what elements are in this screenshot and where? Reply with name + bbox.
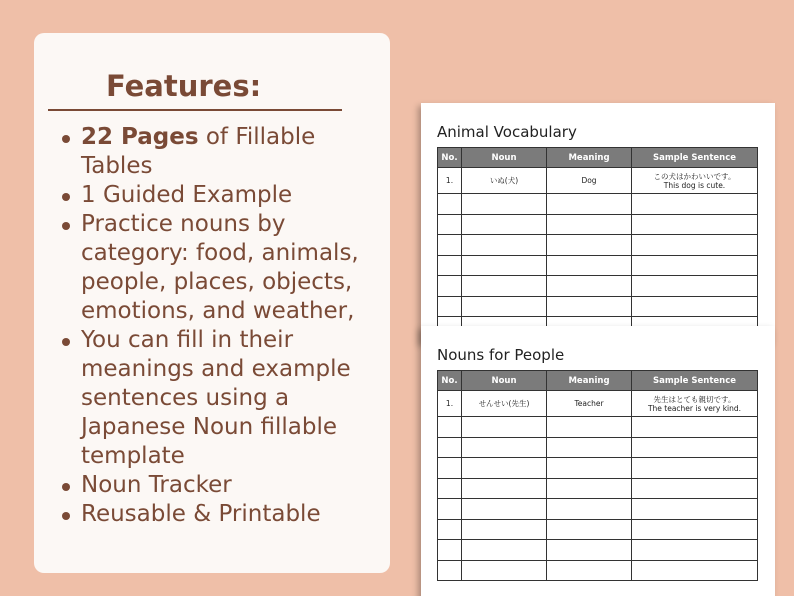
fillable-cell[interactable] <box>438 437 462 458</box>
fillable-cell[interactable] <box>632 276 758 297</box>
fillable-cell[interactable] <box>547 255 632 276</box>
fillable-cell[interactable] <box>462 437 547 458</box>
worksheet-animal-vocabulary <box>421 103 775 343</box>
empty-row <box>438 519 758 540</box>
cell-sentence <box>632 391 758 417</box>
fillable-cell[interactable] <box>547 296 632 317</box>
fillable-cell[interactable] <box>438 560 462 581</box>
sentence-en: This dog is cute. <box>663 180 726 190</box>
fillable-cell[interactable] <box>462 235 547 256</box>
feature-item <box>56 326 386 471</box>
header-sample-sentence: Sample Sentence <box>632 148 758 168</box>
table-row <box>438 168 758 194</box>
fillable-cell[interactable] <box>462 194 547 215</box>
feature-text: You can fill in their meanings and example sentences using a Japanese Noun fillable template <box>81 327 351 469</box>
fillable-cell[interactable] <box>547 437 632 458</box>
empty-row <box>438 417 758 438</box>
fillable-cell[interactable] <box>438 499 462 520</box>
fillable-cell[interactable] <box>547 458 632 479</box>
table-row <box>438 391 758 417</box>
vocab-table <box>437 370 758 581</box>
empty-row <box>438 540 758 561</box>
fillable-cell[interactable] <box>547 417 632 438</box>
cell-meaning: Teacher <box>547 391 632 417</box>
feature-text: of Fillable Tables <box>81 124 316 179</box>
fillable-cell[interactable] <box>632 235 758 256</box>
fillable-cell[interactable] <box>438 519 462 540</box>
cell-noun: いぬ(犬) <box>462 168 547 194</box>
header-noun: Noun <box>462 148 547 168</box>
fillable-cell[interactable] <box>462 296 547 317</box>
fillable-cell[interactable] <box>547 540 632 561</box>
fillable-cell[interactable] <box>462 276 547 297</box>
empty-row <box>438 235 758 256</box>
feature-text: Noun Tracker <box>81 472 232 498</box>
fillable-cell[interactable] <box>462 560 547 581</box>
fillable-cell[interactable] <box>438 478 462 499</box>
sentence-jp: この犬はかわいいです。 <box>653 171 736 181</box>
fillable-cell[interactable] <box>462 417 547 438</box>
fillable-cell[interactable] <box>632 417 758 438</box>
sentence-jp: 先生はとても親切です。 <box>653 394 736 404</box>
feature-text: Practice nouns by category: food, animals, people, places, objects, emotions, and weather, <box>81 211 359 324</box>
empty-row <box>438 296 758 317</box>
fillable-cell[interactable] <box>547 478 632 499</box>
fillable-cell[interactable] <box>547 519 632 540</box>
header-noun: Noun <box>462 371 547 391</box>
fillable-cell[interactable] <box>438 540 462 561</box>
fillable-cell[interactable] <box>632 560 758 581</box>
table-header-row <box>438 371 758 391</box>
cell-no: 1. <box>438 391 462 417</box>
header-sample-sentence: Sample Sentence <box>632 371 758 391</box>
header-meaning: Meaning <box>547 148 632 168</box>
empty-row <box>438 458 758 479</box>
feature-item <box>56 500 386 529</box>
cell-noun: せんせい(先生) <box>462 391 547 417</box>
fillable-cell[interactable] <box>462 255 547 276</box>
feature-item <box>56 210 386 326</box>
fillable-cell[interactable] <box>547 560 632 581</box>
fillable-cell[interactable] <box>547 235 632 256</box>
fillable-cell[interactable] <box>462 499 547 520</box>
fillable-cell[interactable] <box>632 255 758 276</box>
empty-row <box>438 499 758 520</box>
sheet-title: Nouns for People <box>437 346 565 364</box>
features-list <box>56 123 386 529</box>
fillable-cell[interactable] <box>438 276 462 297</box>
empty-row <box>438 478 758 499</box>
feature-text: 1 Guided Example <box>81 182 293 208</box>
empty-row <box>438 437 758 458</box>
fillable-cell[interactable] <box>438 214 462 235</box>
fillable-cell[interactable] <box>438 235 462 256</box>
empty-row <box>438 214 758 235</box>
sentence-en: The teacher is very kind. <box>647 403 742 413</box>
header-no: No. <box>438 148 462 168</box>
fillable-cell[interactable] <box>547 499 632 520</box>
empty-row <box>438 255 758 276</box>
feature-item <box>56 181 386 210</box>
fillable-cell[interactable] <box>547 214 632 235</box>
feature-item <box>56 123 386 181</box>
empty-row <box>438 560 758 581</box>
fillable-cell[interactable] <box>547 194 632 215</box>
fillable-cell[interactable] <box>632 519 758 540</box>
cell-meaning: Dog <box>547 168 632 194</box>
fillable-cell[interactable] <box>632 499 758 520</box>
feature-bold: 22 Pages <box>81 124 199 150</box>
feature-item <box>56 471 386 500</box>
empty-row <box>438 194 758 215</box>
cell-sentence <box>632 168 758 194</box>
features-title: Features: <box>106 69 262 103</box>
fillable-cell[interactable] <box>632 478 758 499</box>
fillable-cell[interactable] <box>632 214 758 235</box>
fillable-cell[interactable] <box>438 255 462 276</box>
fillable-cell[interactable] <box>462 214 547 235</box>
worksheet-nouns-for-people <box>421 326 775 596</box>
fillable-cell[interactable] <box>438 194 462 215</box>
table-header-row <box>438 148 758 168</box>
fillable-cell[interactable] <box>462 458 547 479</box>
title-divider <box>48 109 342 111</box>
fillable-cell[interactable] <box>632 194 758 215</box>
fillable-cell[interactable] <box>462 519 547 540</box>
fillable-cell[interactable] <box>632 540 758 561</box>
fillable-cell[interactable] <box>438 417 462 438</box>
header-meaning: Meaning <box>547 371 632 391</box>
fillable-cell[interactable] <box>547 276 632 297</box>
features-card <box>34 33 390 573</box>
sheet-title: Animal Vocabulary <box>437 123 577 141</box>
fillable-cell[interactable] <box>632 458 758 479</box>
fillable-cell[interactable] <box>632 296 758 317</box>
empty-row <box>438 276 758 297</box>
fillable-cell[interactable] <box>438 458 462 479</box>
header-no: No. <box>438 371 462 391</box>
fillable-cell[interactable] <box>632 437 758 458</box>
feature-text: Reusable & Printable <box>81 501 321 527</box>
fillable-cell[interactable] <box>462 478 547 499</box>
fillable-cell[interactable] <box>462 540 547 561</box>
cell-no: 1. <box>438 168 462 194</box>
fillable-cell[interactable] <box>438 296 462 317</box>
